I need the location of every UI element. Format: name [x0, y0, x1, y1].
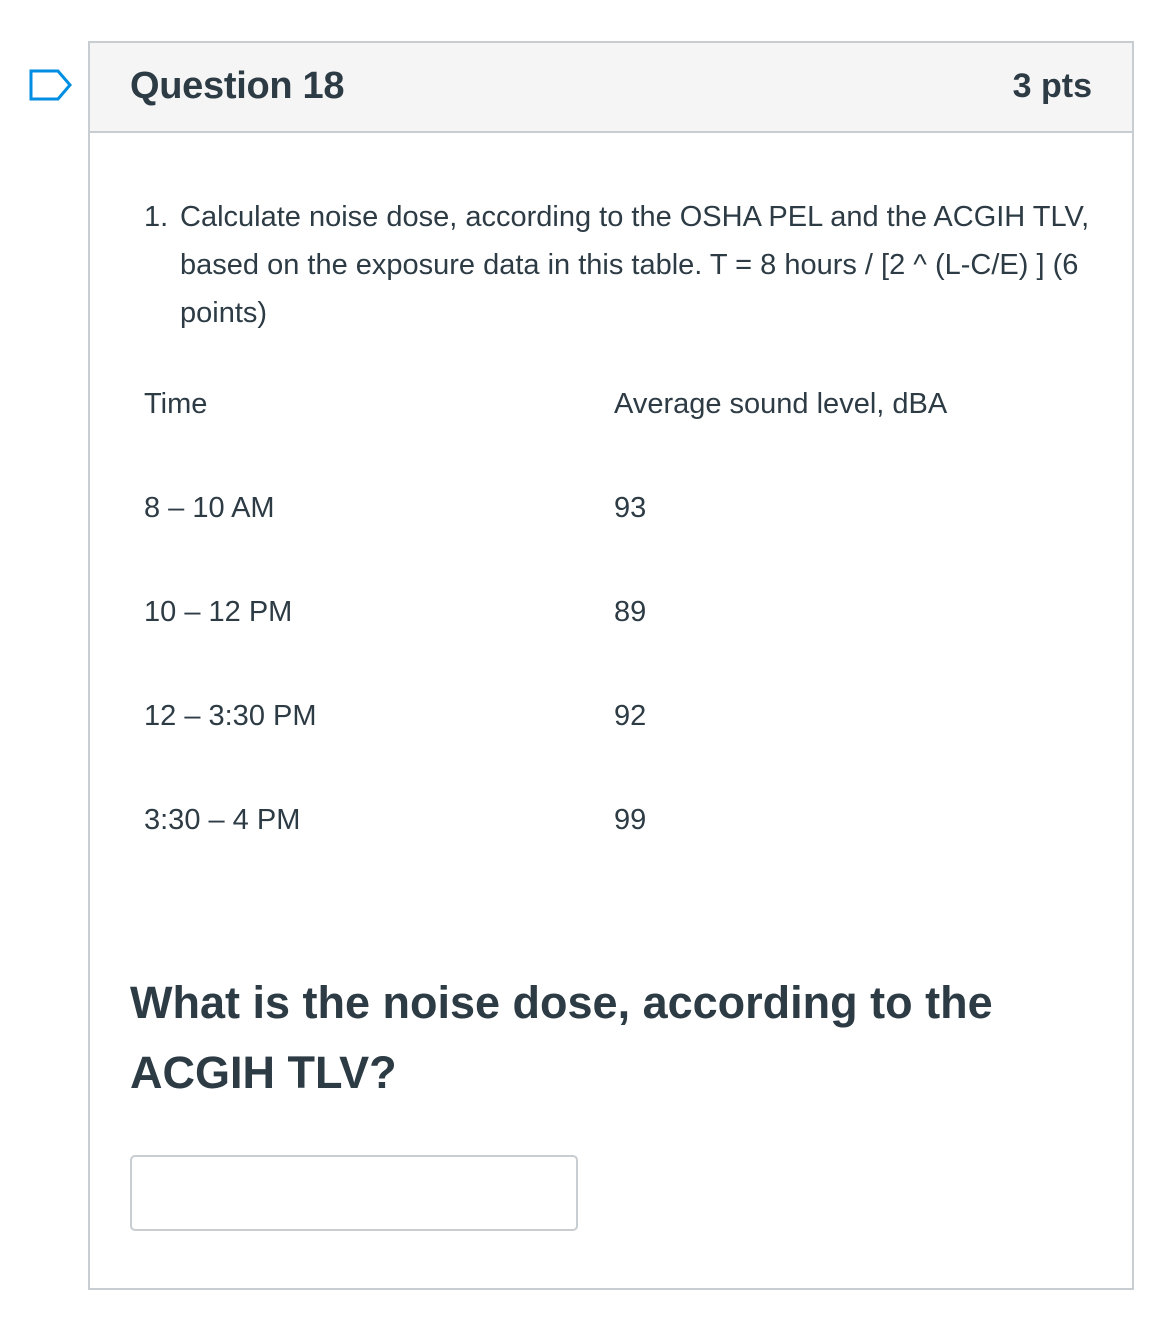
table-row [144, 804, 1044, 844]
answer-prompt: What is the noise dose, according to the ACGIH TLV? [130, 977, 993, 1098]
table-row [144, 492, 1044, 532]
table-row [144, 596, 1044, 636]
header-time: Time [144, 388, 208, 420]
question-header [90, 43, 1132, 133]
row-time: 8 – 10 AM [144, 492, 275, 524]
row-time: 10 – 12 PM [144, 596, 293, 628]
row-level: 93 [614, 492, 647, 524]
row-level: 92 [614, 700, 647, 732]
row-time: 12 – 3:30 PM [144, 700, 317, 732]
row-level: 99 [614, 804, 647, 836]
question-points: 3 pts [1012, 67, 1092, 105]
table-row [144, 700, 1044, 740]
question-number: 1. [144, 201, 169, 233]
question-card [88, 41, 1134, 1290]
table-header-row [144, 388, 1044, 428]
question-title: Question 18 [130, 65, 345, 107]
row-level: 89 [614, 596, 647, 628]
flag-question-icon[interactable] [28, 68, 74, 102]
row-time: 3:30 – 4 PM [144, 804, 301, 836]
header-level: Average sound level, dBA [614, 388, 948, 420]
question-body: Calculate noise dose, according to the OSHA PEL and the ACGIH TLV, based on the exposure data in this table. T = 8 hours / [2 ^ (L-C/E) ] (6 points) [180, 201, 1090, 329]
question-text [144, 193, 1104, 337]
answer-input[interactable] [130, 1155, 578, 1231]
